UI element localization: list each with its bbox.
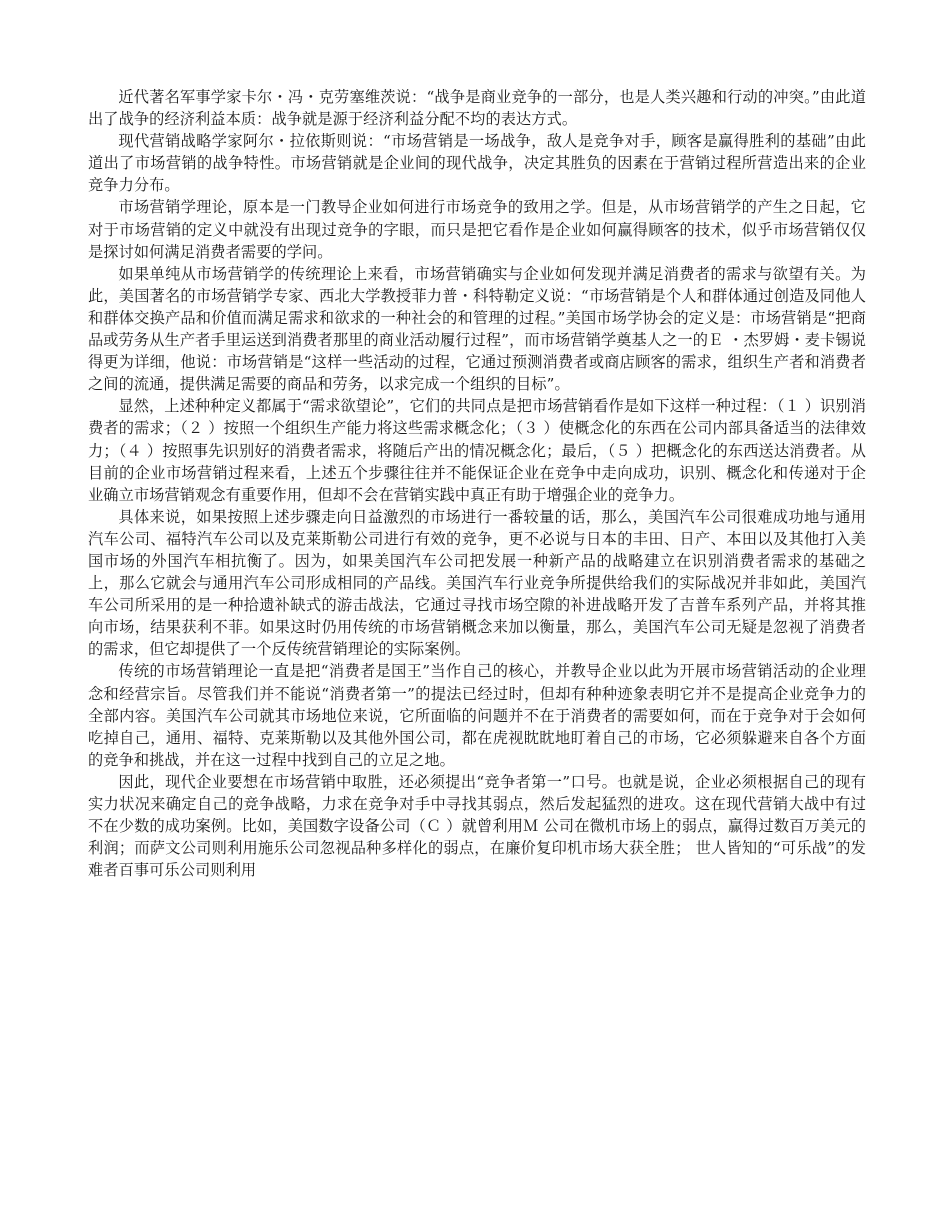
paragraph-ries-quote: 现代营销战略学家阿尔・拉依斯则说：“市场营销是一场战争，敌人是竞争对手，顾客是赢得胜利的基础”由此道出了市场营销的战争特性。市场营销就是企业间的现代战争，决定其胜负的因素在于营销过程所营造出来的企业竞争力分布。 [88,132,866,195]
paragraph-marketing-theory: 市场营销学理论，原本是一门教导企业如何进行市场竞争的致用之学。但是，从市场营销学的产生之日起，它对于市场营销的定义中就没有出现过竞争的字眼，而只是把它看作是企业如何赢得顾客的技术，似乎市场营销仅仅是探讨如何满足消费者需要的学问。 [88,198,866,261]
paragraph-consumer-king: 传统的市场营销理论一直是把“消费者是国王”当作自己的核心，并教导企业以此为开展市场营销活动的企业理念和经营宗旨。尽管我们并不能说“消费者第一”的提法已经过时，但却有种种迹象表明它并不是提高企业竞争力的全部内容。美国汽车公司就其市场地位来说，它所面临的问题并不在于消费者的需要如何，而在于竞争对于会如何吃掉自己，通用、福特、克莱斯勒以及其他外国公司，都在虎视眈眈地盯着自己的市场，它必须躲避来自各个方面的竞争和挑战，并在这一过程中找到自己的立足之地。 [88,662,866,769]
paragraph-clausewitz-quote: 近代著名军事学家卡尔・冯・克劳塞维茨说：“战争是商业竞争的一部分，也是人类兴趣和行动的冲突。”由此道出了战争的经济利益本质：战争就是源于经济利益分配不均的表达方式。 [88,88,866,129]
paragraph-american-motors: 具体来说，如果按照上述步骤走向日益激烈的市场进行一番较量的话，那么，美国汽车公司很难成功地与通用汽车公司、福特汽车公司以及克莱斯勒公司进行有效的竞争，更不必说与日本的丰田、日产、本田以及其他打入美国市场的外国汽车相抗衡了。因为，如果美国汽车公司把发展一种新产品的战略建立在识别消费者需求的基础之上，那么它就会与通用汽车公司形成相同的产品线。美国汽车行业竞争所提供给我们的实际战况并非如此，美国汽车公司所采用的是一种拾遗补缺式的游击战法，它通过寻找市场空隙的补进战略开发了吉普车系列产品，并将其推向市场，结果获利不菲。如果这时仍用传统的市场营销概念来加以衡量，那么，美国汽车公司无疑是忽视了消费者的需求，但它却提供了一个反传统营销理论的实际案例。 [88,507,866,659]
paragraph-five-steps: 显然，上述种种定义都属于“需求欲望论”，它们的共同点是把市场营销看作是如下这样一种过程：（１ ）识别消费者的需求；（２ ）按照一个组织生产能力将这些需求概念化；（３ ）使概念化的东西在公司内部具备适当的法律效力；（４ ）按照事先识别好的消费者需求，将随后产出的情况概念化；最后，（５ ）把概念化的东西送达消费者。从目前的企业市场营销过程来看，上述五个步骤往往并不能保证企业在竞争中走向成功，识别、概念化和传递对于企业确立市场营销观念有重要作用，但却不会在营销实践中真正有助于增强企业的竞争力。 [88,397,866,504]
document-body [88,86,866,881]
paragraph-competitor-first: 因此，现代企业要想在市场营销中取胜，还必须提出“竞争者第一”口号。也就是说，企业必须根据自己的现有实力状况来确定自己的竞争战略，力求在竞争对手中寻找其弱点，然后发起猛烈的进攻。这在现代营销大战中有过不在少数的成功案例。比如，美国数字设备公司（Ｃ ）就曾利用Ｍ 公司在微机市场上的弱点，赢得过数百万美元的利润；而萨文公司则利用施乐公司忽视品种多样化的弱点，在廉价复印机市场大获全胜； 世人皆知的“可乐战”的发难者百事可乐公司则利用 [88,772,866,880]
paragraph-definitions: 如果单纯从市场营销学的传统理论上来看，市场营销确实与企业如何发现并满足消费者的需求与欲望有关。为此，美国著名的市场营销学专家、西北大学教授菲力普・科特勒定义说：“市场营销是个人和群体通过创造及同他人和群体交换产品和价值而满足需求和欲求的一种社会的和管理的过程。”美国市场学协会的定义是：市场营销是“把商品或劳务从生产者手里运送到消费者那里的商业活动履行过程”，而市场营销学奠基人之一的Ｅ ・杰罗姆・麦卡锡说得更为详细，他说：市场营销是“这样一些活动的过程，它通过预测消费者或商店顾客的需求，组织生产者和消费者之间的流通，提供满足需要的商品和劳务，以求完成一个组织的目标”。 [88,264,866,394]
